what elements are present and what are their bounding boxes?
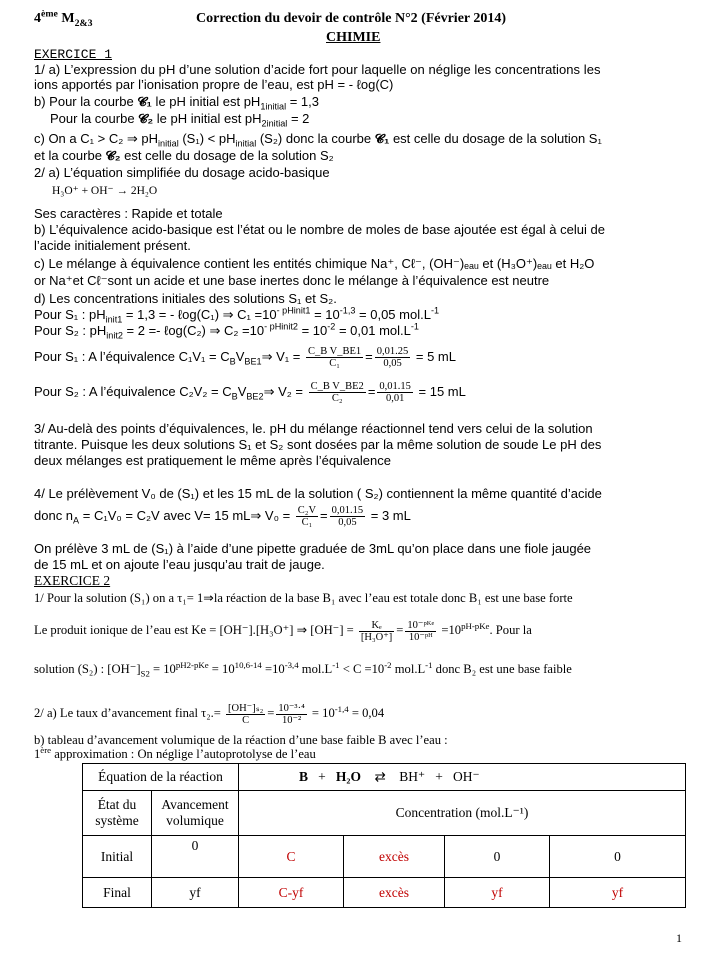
tau2-fraction-numeric: $\frac{\text{10⁻³·⁴}}{\text{10⁻²}}$ bbox=[278, 702, 305, 726]
ex2-q1-line1: 1/ Pour la solution (S₁) on a τ₁= 1⇒la réaction de la base B₁ avec l’eau est totale donc B₁ est une base forte bbox=[34, 591, 573, 605]
v2-fraction-symbolic: $\frac{\text{C\_B V\_BE2}}{\text{C₂}}$ bbox=[310, 381, 364, 405]
table-equation-label: Équation de la réaction bbox=[83, 764, 239, 791]
table-cell-B: C-yf bbox=[239, 878, 344, 908]
ex1-q1a-line2: ions apportés par l’ionisation propre de l’eau, est pH = - ℓog(C) bbox=[34, 77, 394, 92]
table-equation: B + H₂O ⇄ BH⁺ + OH⁻ bbox=[239, 764, 686, 791]
ex1-equation: H₃O⁺ + OH⁻ → 2H₂O bbox=[52, 185, 158, 197]
ex2-q2b: b) tableau d’avancement volumique de la réaction d’une base faible B avec l’eau : bbox=[34, 733, 448, 747]
exercise-2-title: EXERCICE 2 bbox=[34, 573, 111, 588]
ex1-q1c-line1: c) On a C₁ > C₂ ⇒ $pH_{initial}$ $(S_1) < pH_{initial}$ (S₂) donc la courbe 𝓒₁ est celle du dosage de la solution S₁ bbox=[34, 131, 602, 149]
table-header-advancement: Avancement volumique bbox=[152, 791, 239, 836]
table-row bbox=[83, 878, 686, 908]
ex1-q4-line3: On prélève 3 mL de (S₁) à l’aide d’une pipette graduée de 3mL qu’on place dans une fiole jaugée bbox=[34, 541, 592, 556]
ex1-q3-line3: deux mélanges est pratiquement le même après l’équivalence bbox=[34, 453, 391, 468]
table-cell-H2O: excès bbox=[344, 836, 445, 878]
ex1-q2c-line2: or Na⁺et Cℓ⁻sont un acide et une base inertes donc le mélange à l’équivalence est neutre bbox=[34, 273, 550, 288]
advancement-table bbox=[82, 763, 686, 908]
table-cell-state: Final bbox=[83, 878, 152, 908]
tau2-fraction-symbolic: $\frac{\text{[OH⁻]ₛ₂}}{C}$ bbox=[228, 702, 264, 726]
v2-fraction-numeric: $\frac{0,01.15}{0,01}$ bbox=[379, 381, 411, 405]
ex1-q2c-line1: c) Le mélange à équivalence contient les entités chimique Na⁺, Cℓ⁻, (OH⁻)ₑₐᵤ et (H₃O⁺)ₑₐᵤ et H₂O bbox=[34, 256, 595, 271]
table-cell-B: C bbox=[239, 836, 344, 878]
ex1-v2-formula: Pour S₂ : A l’équivalence $C_2V_2 = C_BV_{BE2}\Rightarrow$ V₂ = $\frac{\text{C\_B V\_BE2}}{\text{C₂}}$ = $\frac{0,01.15}{0,01}$ = 15 mL bbox=[34, 381, 466, 405]
ex1-q2b-line1: b) L’équivalence acido-basique est l’état ou le nombre de moles de base ajoutée est égal à celui de bbox=[34, 222, 605, 237]
table-cell-advancement: yf bbox=[152, 878, 239, 908]
subject-title: CHIMIE bbox=[326, 30, 381, 45]
ex1-q2d: d) Les concentrations initiales des solutions S₁ et S₂. bbox=[34, 291, 337, 306]
ex1-v1-formula: Pour S₁ : A l’équivalence $C_1V_1 = C_BV_{BE1}\Rightarrow$ V₁ = $\frac{\text{C\_B V\_BE1}}{\text{C₁}}$ = $\frac{0,01.25}{0,05}$ = 5 mL bbox=[34, 346, 456, 370]
table-row-equation bbox=[83, 764, 686, 791]
table-cell-BH: yf bbox=[445, 878, 550, 908]
ex1-q2d-s1: Pour S₁ : $pH_{init1} = 1,3$ = - ℓog(C₁) ⇒ $C_1 =10^{- pHinit1} = 10^{-1,3} = 0,05$ $mol.L^{-1}$ bbox=[34, 305, 440, 325]
ex1-q4-line1: 4/ Le prélèvement V₀ de (S₁) et les 15 mL de la solution ( S₂) contiennent la même quantité d’acide bbox=[34, 486, 602, 501]
ex1-q4-line2: donc $n_A = C_1V_0 = C_2V$ avec V= 15 mL⇒ V₀ = $\frac{\text{C₂V}}{\text{C₁}}$ = $\frac{0,01.15}{0,05}$ = 3 mL bbox=[34, 505, 411, 529]
table-header-concentration: Concentration (mol.L⁻¹) bbox=[239, 791, 686, 836]
table-row bbox=[83, 836, 686, 878]
ex1-q1a-line1: 1/ a) L’expression du pH d’une solution d’acide fort pour laquelle on néglige les concentrations les bbox=[34, 62, 601, 77]
v1-fraction-symbolic: $\frac{\text{C\_B V\_BE1}}{\text{C₁}}$ bbox=[307, 346, 362, 370]
ex1-q1b-line1: b) Pour la courbe 𝓒₁ le pH initial est $pH_{1initial} = 1,3$ bbox=[34, 94, 319, 112]
table-cell-H2O: excès bbox=[344, 878, 445, 908]
ex1-q3-line2: titrante. Puisque les deux solutions S₁ et S₂ sont dosées par la même solution de soude Le pH des bbox=[34, 437, 602, 452]
ex1-q2b-line2: l’acide initialement présent. bbox=[34, 238, 191, 253]
table-header-state: État du système bbox=[83, 791, 152, 836]
class-label: 4ème $M_{2\&3}$ bbox=[34, 8, 93, 29]
document-title: Correction du devoir de contrôle N°2 (Février 2014) bbox=[196, 11, 507, 26]
v0-fraction-numeric: $\frac{0,01.15}{0,05}$ bbox=[331, 505, 364, 529]
table-row-header bbox=[83, 791, 686, 836]
ex1-q4-line4: de 15 mL et on ajoute l’eau jusqu’au trait de jauge. bbox=[34, 557, 325, 572]
v0-fraction-symbolic: $\frac{\text{C₂V}}{\text{C₁}}$ bbox=[297, 505, 317, 529]
ex1-q2a: 2/ a) L’équation simplifiée du dosage acido-basique bbox=[34, 165, 330, 180]
ex1-q1b-line2: Pour la courbe 𝓒₂ le pH initial est $pH_{2initial} = 2$ bbox=[50, 111, 310, 129]
ex2-q2a: 2/ a) Le taux d’avancement final τ₂.= $\frac{\text{[OH⁻]ₛ₂}}{C}$ = $\frac{\text{10⁻³·⁴}}{\text{10⁻²}}$ = $10^{-1,4} = 0,04$ bbox=[34, 702, 385, 726]
oh-fraction-ke: $\frac{\text{Kₑ}}{\text{[H₃O⁺]}}$ bbox=[360, 619, 393, 643]
ex2-approximation: 1ère approximation : On néglige l’autoprotolyse de l’eau bbox=[34, 744, 316, 761]
exercise-1-title: EXERCICE 1 bbox=[34, 47, 113, 62]
ex1-q2d-s2: Pour S₂ : $pH_{init2} = 2$ =- ℓog(C₂) ⇒ $C_2 =10^{- pHinit2} = 10^{-2} = 0,01$ $mol.L^{-1}$ bbox=[34, 321, 419, 341]
table-cell-advancement: 0 bbox=[152, 836, 239, 878]
oh-fraction-powers: 10⁻ᵖᴷᵉ 10⁻ᵖᴴ bbox=[407, 619, 435, 643]
v1-fraction-numeric: $\frac{0,01.25}{0,05}$ bbox=[376, 346, 409, 370]
table-cell-state: Initial bbox=[83, 836, 152, 878]
page-number: 1 bbox=[676, 931, 682, 945]
ex2-q1-line2: Le produit ionique de l’eau est Ke = [OH⁻].[H₃O⁺] ⇒ [OH⁻] = $\frac{\text{Kₑ}}{\text{[H₃O⁺]}}$ = 10⁻ᵖᴷᵉ 10⁻ᵖᴴ $=10^{pH-pKe}$. Pour la bbox=[34, 619, 532, 643]
table-cell-OH: yf bbox=[550, 878, 686, 908]
ex1-q3-line1: 3/ Au-delà des points d’équivalences, le. pH du mélange réactionnel tend vers celui de la solution bbox=[34, 421, 593, 436]
ex1-q1c-line2: et la courbe 𝓒₂ est celle du dosage de la solution S₂ bbox=[34, 148, 334, 163]
table-cell-BH: 0 bbox=[445, 836, 550, 878]
table-cell-OH: 0 bbox=[550, 836, 686, 878]
ex1-q2a-characters: Ses caractères : Rapide et totale bbox=[34, 206, 223, 221]
ex2-q1-line3: solution (S₂) : $[OH^-]_{S2} = 10^{pH2-pKe} = 10^{10,6-14} =10^{-3,4}$ $mol.L^{-1} < C =10^{-2}$ $mol.L^{-1}$ donc B₂ est une base faible bbox=[34, 659, 572, 679]
